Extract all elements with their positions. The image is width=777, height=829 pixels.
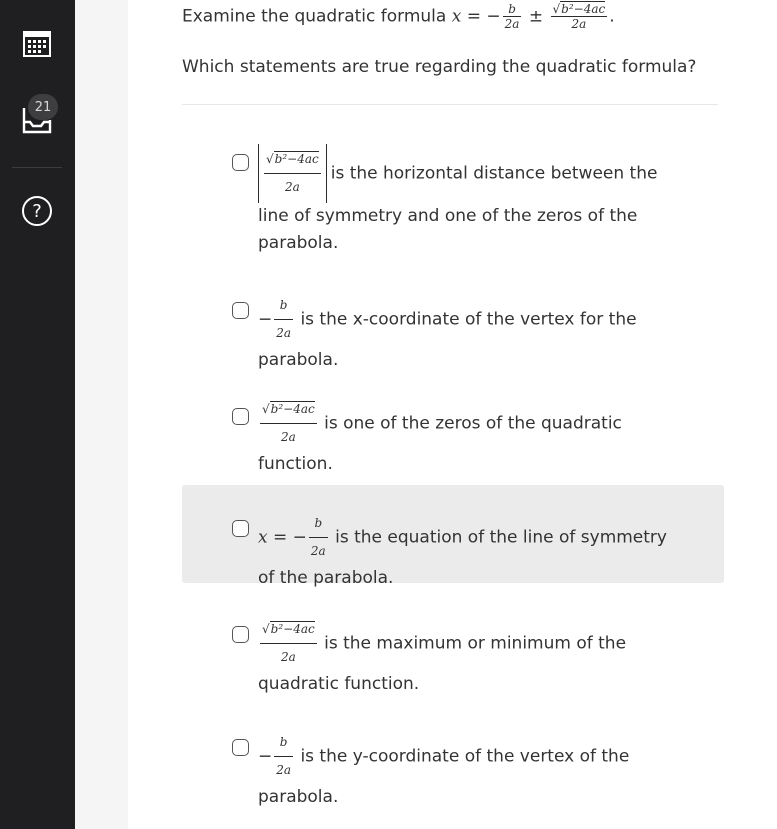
sidebar <box>0 0 75 829</box>
question-divider <box>182 104 718 105</box>
option-4-text: x = − $\frac{b}{2a}$ is the equation of the line of symmetry of the parabola. <box>258 516 667 588</box>
answer-option-4[interactable] <box>182 485 724 588</box>
answer-option-3[interactable] <box>182 396 724 474</box>
svg-text:?: ? <box>32 201 42 222</box>
option-3-text: $\frac{\text{√b²−4ac}}{2a}$ is one of the zeros of the quadratic function. <box>258 402 622 474</box>
option-1-text: $\frac{\text{√b²−4ac}}{2a}$ is the horizontal distance between the line of symmetry and one of the zeros of the parabola. <box>258 144 668 257</box>
option-5-text: $\frac{\text{√b²−4ac}}{2a}$ is the maximum or minimum of the quadratic function. <box>258 622 627 694</box>
formula-plus-minus: ± <box>528 6 544 27</box>
option-3-checkbox[interactable] <box>232 408 249 425</box>
calendar-icon <box>21 27 53 59</box>
question-text: Which statements are true regarding the quadratic formula? <box>182 57 697 77</box>
answer-option-5[interactable] <box>182 616 724 694</box>
answer-option-2[interactable] <box>182 292 724 370</box>
inbox-count-badge: 21 <box>28 94 58 120</box>
question-panel <box>128 0 777 829</box>
option-4-checkbox[interactable] <box>232 520 249 537</box>
fraction-sqrt-discriminant: $\frac{\text{√b²−4ac}}{2a}$ <box>552 2 606 31</box>
option-5-checkbox[interactable] <box>232 626 249 643</box>
option-6-text: − $\frac{b}{2a}$ is the y-coordinate of the vertex of the parabola. <box>258 735 630 807</box>
formula-equals: = <box>466 6 481 27</box>
option-1-checkbox[interactable] <box>232 154 249 171</box>
option-6-checkbox[interactable] <box>232 739 249 756</box>
formula-prompt: Examine the quadratic formula x = − $\frac{b}{2a}$ ± $\frac{\text{√b²−4ac}}{2a}$ . <box>182 2 615 31</box>
help-icon <box>20 194 54 228</box>
calendar-button[interactable] <box>18 24 56 62</box>
fraction-b-over-2a: $\frac{b}{2a}$ <box>504 2 520 31</box>
prompt-prefix: Examine the quadratic formula <box>182 6 447 27</box>
page-gutter <box>75 0 128 829</box>
option-2-checkbox[interactable] <box>232 302 249 319</box>
option-2-text: − $\frac{b}{2a}$ is the x-coordinate of the vertex for the parabola. <box>258 298 637 370</box>
abs-sqrt-over-2a: $\frac{\text{√b²−4ac}}{2a}$ <box>258 144 327 203</box>
formula-minus: − <box>486 6 501 27</box>
answer-option-1[interactable] <box>182 140 724 253</box>
formula-x: x <box>451 6 462 27</box>
sidebar-divider <box>12 167 62 168</box>
help-button[interactable] <box>18 192 56 230</box>
answer-option-6[interactable] <box>182 729 724 807</box>
